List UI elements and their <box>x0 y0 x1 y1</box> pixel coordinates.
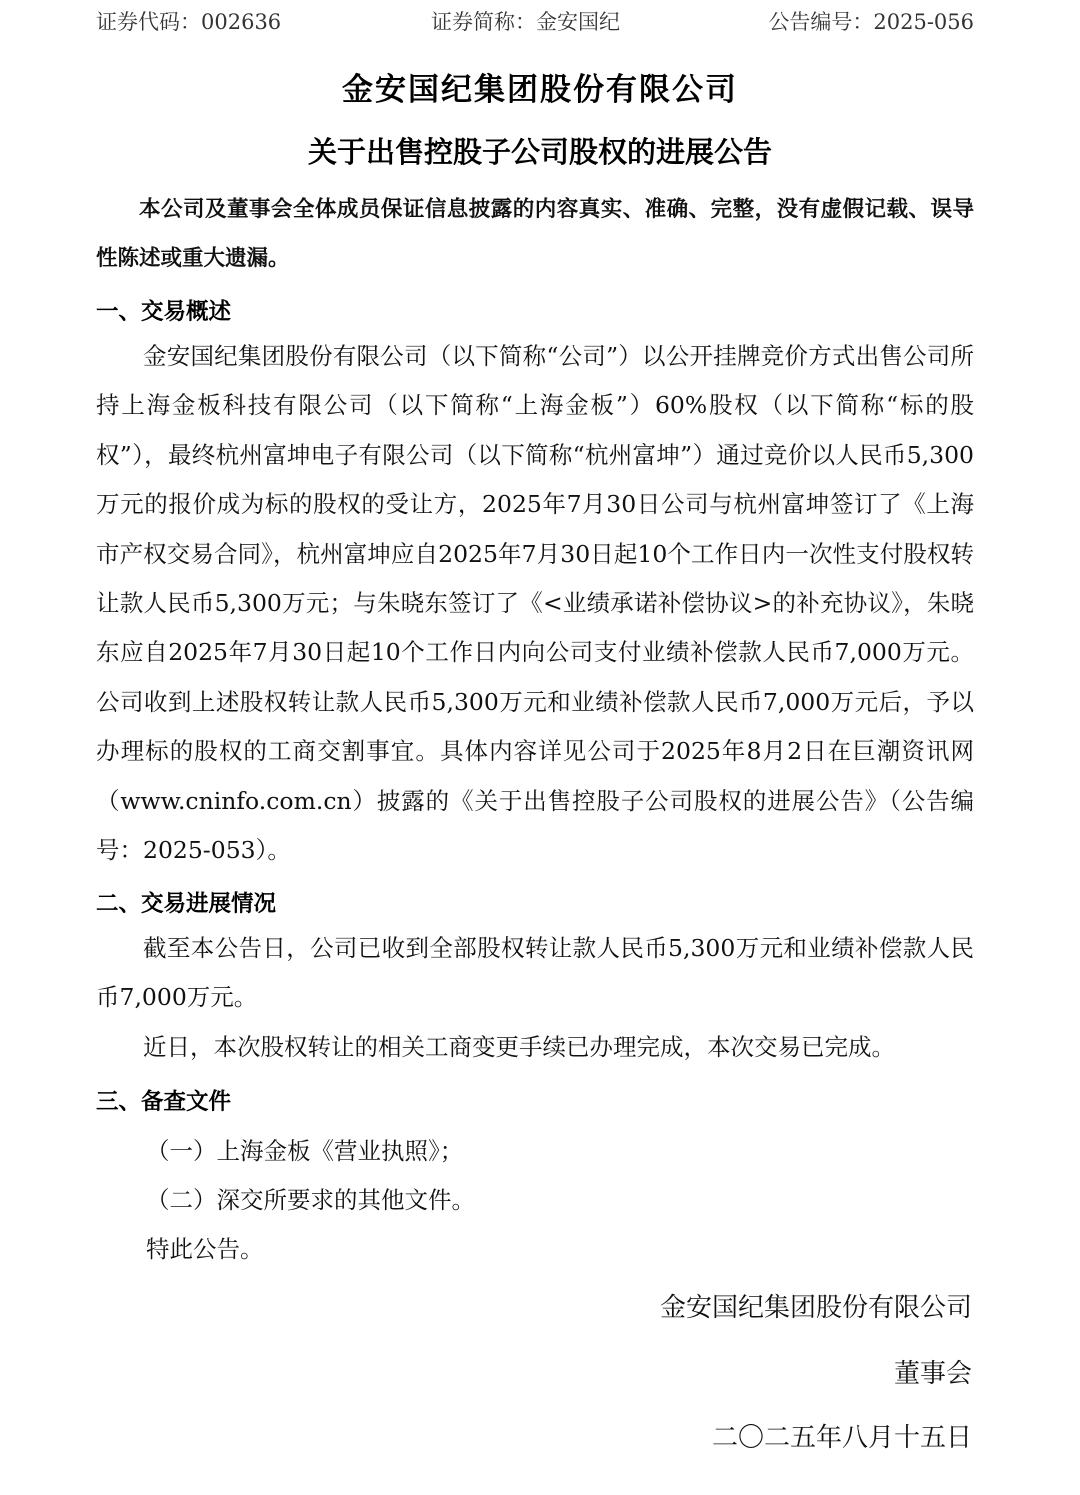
security-short-name: 证券简称：金安国纪 <box>431 10 620 34</box>
section-2-heading: 二、交易进展情况 <box>96 891 277 917</box>
section-3-heading: 三、备查文件 <box>96 1089 232 1115</box>
section-1-paragraph: 金安国纪集团股份有限公司（以下简称“公司”）以公开挂牌竞价方式出售公司所持上海金板科技有限公司（以下简称“上海金板”）60%股权（以下简称“标的股权”），最终杭州富坤电子有限公司（以下简称“杭州富坤”）通过竞价以人民币5,300万元的报价成为标的股权的受让方，2025年7月30日公司与杭州富坤签订了《上海市产权交易合同》，杭州富坤应自2025年7月30日起10个工作日内一次性支付股权转让款人民币5,300万元；与朱晓东签订了《<业绩承诺补偿协议>的补充协议》，朱晓东应自2025年7月30日起10个工作日内向公司支付业绩补偿款人民币7,000万元。公司收到上述股权转让款人民币5,300万元和业绩补偿款人民币7,000万元后，予以办理标的股权的工商交割事宜。具体内容详见公司于2025年8月2日在巨潮资讯网（www.cninfo.com.cn）披露的《关于出售控股子公司股权的进展公告》（公告编号：2025-053）。 <box>96 342 974 865</box>
section-2-paragraph-2: 近日，本次股权转让的相关工商变更手续已办理完成，本次交易已完成。 <box>143 1033 895 1061</box>
disclosure-statement: 本公司及董事会全体成员保证信息披露的内容真实、准确、完整，没有虚假记载、误导性陈述或重大遗漏。 <box>96 197 974 272</box>
security-code: 证券代码：002636 <box>96 10 282 34</box>
attachment-item-1: （一）上海金板《营业执照》； <box>146 1137 464 1165</box>
closing-text: 特此公告。 <box>146 1235 264 1263</box>
section-1-heading: 一、交易概述 <box>96 299 232 325</box>
announcement-number: 公告编号：2025-056 <box>768 10 974 34</box>
section-2-paragraph-1: 截至本公告日，公司已收到全部股权转让款人民币5,300万元和业绩补偿款人民币7,000万元。 <box>96 934 974 1012</box>
signature-company: 金安国纪集团股份有限公司 <box>659 1293 972 1323</box>
signature-board: 董事会 <box>893 1359 972 1389</box>
document-header <box>96 6 974 36</box>
announcement-title: 关于出售控股子公司股权的进展公告 <box>307 135 772 169</box>
company-title: 金安国纪集团股份有限公司 <box>342 72 738 108</box>
signature-date: 二〇二五年八月十五日 <box>711 1423 972 1453</box>
attachment-item-2: （二）深交所要求的其他文件。 <box>146 1186 475 1214</box>
